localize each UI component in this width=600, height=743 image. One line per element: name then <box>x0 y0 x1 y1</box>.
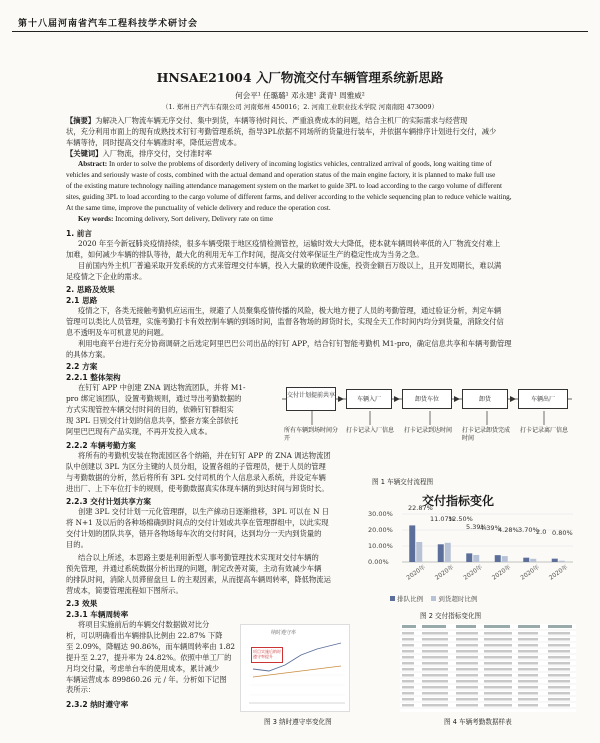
subsection-heading: 2.1 思路 <box>66 296 98 305</box>
running-header <box>12 10 588 32</box>
table-grid <box>400 624 576 712</box>
subsection-heading: 2.3.1 车辆周转率 <box>66 610 129 619</box>
data-label: 4.39% <box>480 524 501 532</box>
architecture-body <box>66 383 280 438</box>
abstract-en-line: of the existing mature technology nailing attendance management system on the market to guide 3PL to load according to the cargo volume of different <box>66 181 502 190</box>
body-line: 创建 3PL 交付计划一元化管理群，以生产線动日逐渐推移，3PL 可以在 N 日 <box>78 507 330 516</box>
subsection-heading: 2.2.3 交付计划共享方案 <box>66 497 152 506</box>
flow-label: 打卡记录到达时间 <box>404 427 453 434</box>
figure-4-table <box>400 624 576 712</box>
abstract-cn-line: 状，充分利用市面上的现有成熟技术钉钉考勤管理系统，指导3PL依据不同场所的货量进行装车，并依据车辆排序计划进行交付，减少 <box>66 126 497 136</box>
body-line: 现 3PL 日别交付计划的信息共享，整套方案全部依托 <box>66 415 239 425</box>
body-line: 月均交付量，考虑单台车的使用成本，累计减少 <box>66 663 220 673</box>
abstract-cn-line: 车辆等待，同时提高交付车辆准时率，降低运营成本。 <box>66 137 242 147</box>
body-line: 管理可以类比人员管理，实施考勤打卡有效控制车辆的到场时间，监督各物场的卸货时长，实现全天工作时间内均分到货量，消除交付信 <box>66 316 504 326</box>
flow-box-entry: 车辆入厂 <box>346 389 392 409</box>
figure-1-caption: 图 1 车辆交付流程图 <box>372 478 434 486</box>
body-line: 将所有的考勤机安装在物流园区各个纳箱，并在钉钉 APP 的 ZNA 调达物流团 <box>78 451 331 460</box>
figure-4-caption: 图 4 车辆考勤数据样表 <box>444 718 512 726</box>
body-line: 疫情之下，各类无接触考勤机应运而生，规避了人员聚集疫情传播的风险，极大地方便了人员的考勤管理，通过验证分析，判定车辆 <box>78 306 502 315</box>
data-label: 0.80% <box>552 529 573 537</box>
body-line: 将项目实施前后的车辆交付数据做对比分 <box>78 620 210 629</box>
body-line: 足疫情之下企业的需求。 <box>66 271 147 281</box>
x-tick: 2020年 <box>490 563 513 582</box>
body-line: 将 N+1 及以后的各种场棉确到时间点的交付计划或共享在管理群组中，以此实现 <box>66 517 329 527</box>
section-heading: 1. 前言 <box>66 229 92 238</box>
flow-label: 打卡记录离厂信息 <box>520 427 569 434</box>
data-label: 11.07% <box>430 515 455 523</box>
legend-label: 到货超时比例 <box>438 595 478 603</box>
bar-chart-svg <box>368 490 578 605</box>
subsection-heading: 2.2 方案 <box>66 362 98 371</box>
bar-queue-3 <box>495 555 501 562</box>
bar-overtime-4 <box>530 559 536 562</box>
body-line: 进出厂、上下车位打卡的规则，使考勤数据真实体现车辆的到达时间与卸货时长。 <box>66 483 329 493</box>
figure-2-chart <box>368 490 578 605</box>
bar-queue-4 <box>523 558 529 562</box>
y-tick: 20.00% <box>368 526 393 534</box>
bar-queue-1 <box>438 544 444 562</box>
fig3-note: 项目实施后纳时遵守率提升 <box>251 647 283 663</box>
data-label: 5.39% <box>466 523 487 531</box>
y-tick: 0.00% <box>368 558 389 566</box>
paper-title: HNSAE21004 入厂物流交付车辆管理系统新思路 <box>156 70 444 85</box>
body-line: 队中创建以 3PL 为区分主键的人员分组，设置各组的子管理员，便于人员的管理 <box>66 461 326 471</box>
legend-swatch <box>390 596 395 601</box>
bar-overtime-1 <box>445 543 451 562</box>
fig3-lines <box>241 625 351 713</box>
flow-box-plan-share: 交付计划提前共享 <box>286 387 336 411</box>
body-line: 2020 年至今新冠肺炎疫情持续，很多车辆受限于地区疫情检测管控，运输时效大大降低，使本就车辆周转率低的入厂物流交付难上 <box>78 239 501 248</box>
y-tick: 10.00% <box>368 542 393 550</box>
figure-2-caption: 图 2 交付指标变化图 <box>420 612 482 620</box>
legend <box>390 594 477 603</box>
keywords-en-label: Key words: <box>78 214 114 223</box>
flow-box-exit: 车辆出厂 <box>518 389 568 409</box>
fig3-title: 纳时遵守率 <box>271 630 297 636</box>
body-line: 营成本，简要管理流程如下图所示。 <box>66 585 183 595</box>
abstract-en <box>66 159 536 224</box>
keywords-cn-label: 【关键词】 <box>66 148 103 158</box>
body-line: 表所示： <box>66 685 96 695</box>
bar-queue-5 <box>552 559 558 562</box>
section-1-body <box>66 239 536 283</box>
abstract-en-line: At the same time, improve the punctuality of vehicle delivery and reduce the operation cost. <box>66 203 331 212</box>
data-label: 4.28% <box>498 526 519 534</box>
abstract-en-line: In order to solve the problems of disorderly delivery of incoming logistics vehicles, centralized arrival of goods, long waiting time of <box>108 160 492 168</box>
bar-overtime-3 <box>502 556 508 562</box>
flow-label: 打卡记录入厂信息 <box>346 427 395 434</box>
legend-label: 排队比例 <box>397 595 424 603</box>
legend-swatch <box>431 596 436 601</box>
body-line: 目前国内外主机厂普遍采取开发系统的方式来管理交付车辆，投入大量的软硬件设施，投资金额百万级以上，且开发周期长，难以满 <box>78 260 502 270</box>
body-line: 至 2.09%，降幅达 90.86%，而车辆周转率由 1.82 <box>66 641 236 651</box>
keywords-en: Incoming delivery, Sort delivery, Delivery rate on time <box>115 214 273 223</box>
bar-queue-0 <box>409 525 415 562</box>
body-line: 的排队时间，消除人员滞留盘旦 L 的主观因素，从而提高车辆周转率，降低物流运 <box>66 574 331 584</box>
body-line: pro 绑定该团队，设置考勤规则，通过导出考勤数据的 <box>66 393 242 403</box>
bar-overtime-2 <box>473 555 479 562</box>
x-tick: 2020年 <box>519 563 541 582</box>
abstract-cn <box>66 116 536 160</box>
abstract-cn-label: 【摘要】 <box>66 116 96 125</box>
body-line: 预先管理，并通过系统数据分析出现的问题，制定改善对策，主动有效减少车辆 <box>66 563 322 573</box>
chart-title: 交付指标变化 <box>422 494 495 508</box>
body-line: 析，可以明确看出车辆排队比例由 22.87% 下降 <box>66 630 223 640</box>
bar-overtime-0 <box>416 542 422 562</box>
body-line: 的具体方案。 <box>66 349 110 359</box>
body-line: 利用电商平台进行充分协商调研之后选定阿里巴巴公司出品的钉钉 APP，结合钉钉智能考勤机 M1-pro，确定信息共享和车辆考勤管理 <box>78 338 512 348</box>
data-label: 2.0 <box>536 528 547 536</box>
section-2-1-body <box>66 306 536 361</box>
abstract-cn-line: 为解决入厂物流车辆无序交付、集中到货，车辆等待时间长、严重浪费成本的问题，结合主机厂的实际需求与经营现 <box>95 116 468 125</box>
keywords-cn: 入厂物流，排序交付，交付准时率 <box>102 148 212 158</box>
flow-label: 打卡记录卸货完成时间 <box>462 427 511 442</box>
x-tick: 2020年 <box>405 563 427 582</box>
subsection-heading: 2.2.2 车辆考勤方案 <box>66 441 136 450</box>
data-label: 3.70% <box>518 526 539 534</box>
body-line: 阿里巴巴现有产品实现，不再开发投入成本。 <box>66 426 212 436</box>
flow-box-unload: 卸货 <box>462 389 508 409</box>
subsection-heading: 2.3 效果 <box>66 599 98 608</box>
body-line: 方式实现管控车辆交付时间的目的，依赖钉钉群组实 <box>66 404 234 414</box>
flow-box-unload-bay: 卸货车位 <box>402 389 452 409</box>
subsection-heading: 2.3.2 纳时遵守率 <box>66 700 129 709</box>
effect-body <box>66 620 236 696</box>
summary-body <box>66 553 358 597</box>
abstract-en-label: Abstract: <box>78 160 108 168</box>
x-tick: 2020年 <box>433 563 456 582</box>
share-body <box>66 507 358 551</box>
body-line: 交付计划的团队共享，错开各物场每车次的交付时间，达到均分一天内到货量的 <box>66 528 322 538</box>
abstract-en-line: sites, guiding 3PL to load according to the cargo volume of different farms, and deliver according to the vehicle sequencing plan to reduce vehicle waiting, <box>66 192 512 201</box>
body-line: 在钉钉 APP 中创建 ZNA 调达物流团队，并将 M1- <box>78 383 246 392</box>
affiliation: （1. 郑州日产汽车有限公司 河南郑州 450016；2. 河南工业职业技术学院 河南南阳 473009） <box>162 103 438 111</box>
figure-3-chart <box>240 624 350 712</box>
body-line: 息不透明及车可机意见的问题。 <box>66 327 169 337</box>
figure-3-caption: 图 3 纳时遵守率变化图 <box>264 718 332 726</box>
body-line: 提升至 2.27，提升率为 24.82%。依照中单工厂的 <box>66 652 232 662</box>
x-tick: 2020年 <box>547 563 570 582</box>
bar-queue-2 <box>466 553 472 562</box>
figure-1-flowchart <box>282 377 572 469</box>
data-label: 22.87% <box>408 504 433 512</box>
body-line: 与考勤数据的分析，然后将所有 3PL 交付司机的个人信息录入系统，并设定车辆 <box>66 472 326 482</box>
bar-overtime-5 <box>559 561 565 562</box>
body-line: 目的。 <box>66 539 88 549</box>
data-label: 12.50% <box>448 515 473 523</box>
subsection-heading: 2.2.1 整体架构 <box>66 373 121 382</box>
flow-label: 所有车辆到场时间分开 <box>284 427 339 442</box>
body-line: 加难，如何减少车辆的排队等待，最大化的利用无车工作时间，提高交付效率保证生产的稳定性成为当务之急。 <box>66 249 424 259</box>
body-line: 结合以上所述，本思路主要是利用新型人事考勤管理技术实现对交付车辆的 <box>78 553 319 562</box>
body-line: 车辆运营成本 899860.26 元 / 年。分析如下记图 <box>66 674 227 684</box>
author-list: 何会平¹ 任璐璐¹ 邓永建¹ 龚青¹ 周雅威² <box>235 91 365 100</box>
y-tick: 30.00% <box>368 510 393 518</box>
abstract-en-line: vehicles and seriously waste of costs, combined with the actual demand and operation status of the main engine factory, it is planned to make full use <box>66 170 496 179</box>
x-tick: 2020年 <box>462 563 484 582</box>
section-heading: 2. 思路及效果 <box>66 285 115 294</box>
running-head-text: 第十八届河南省汽车工程科技学术研讨会 <box>18 19 199 29</box>
